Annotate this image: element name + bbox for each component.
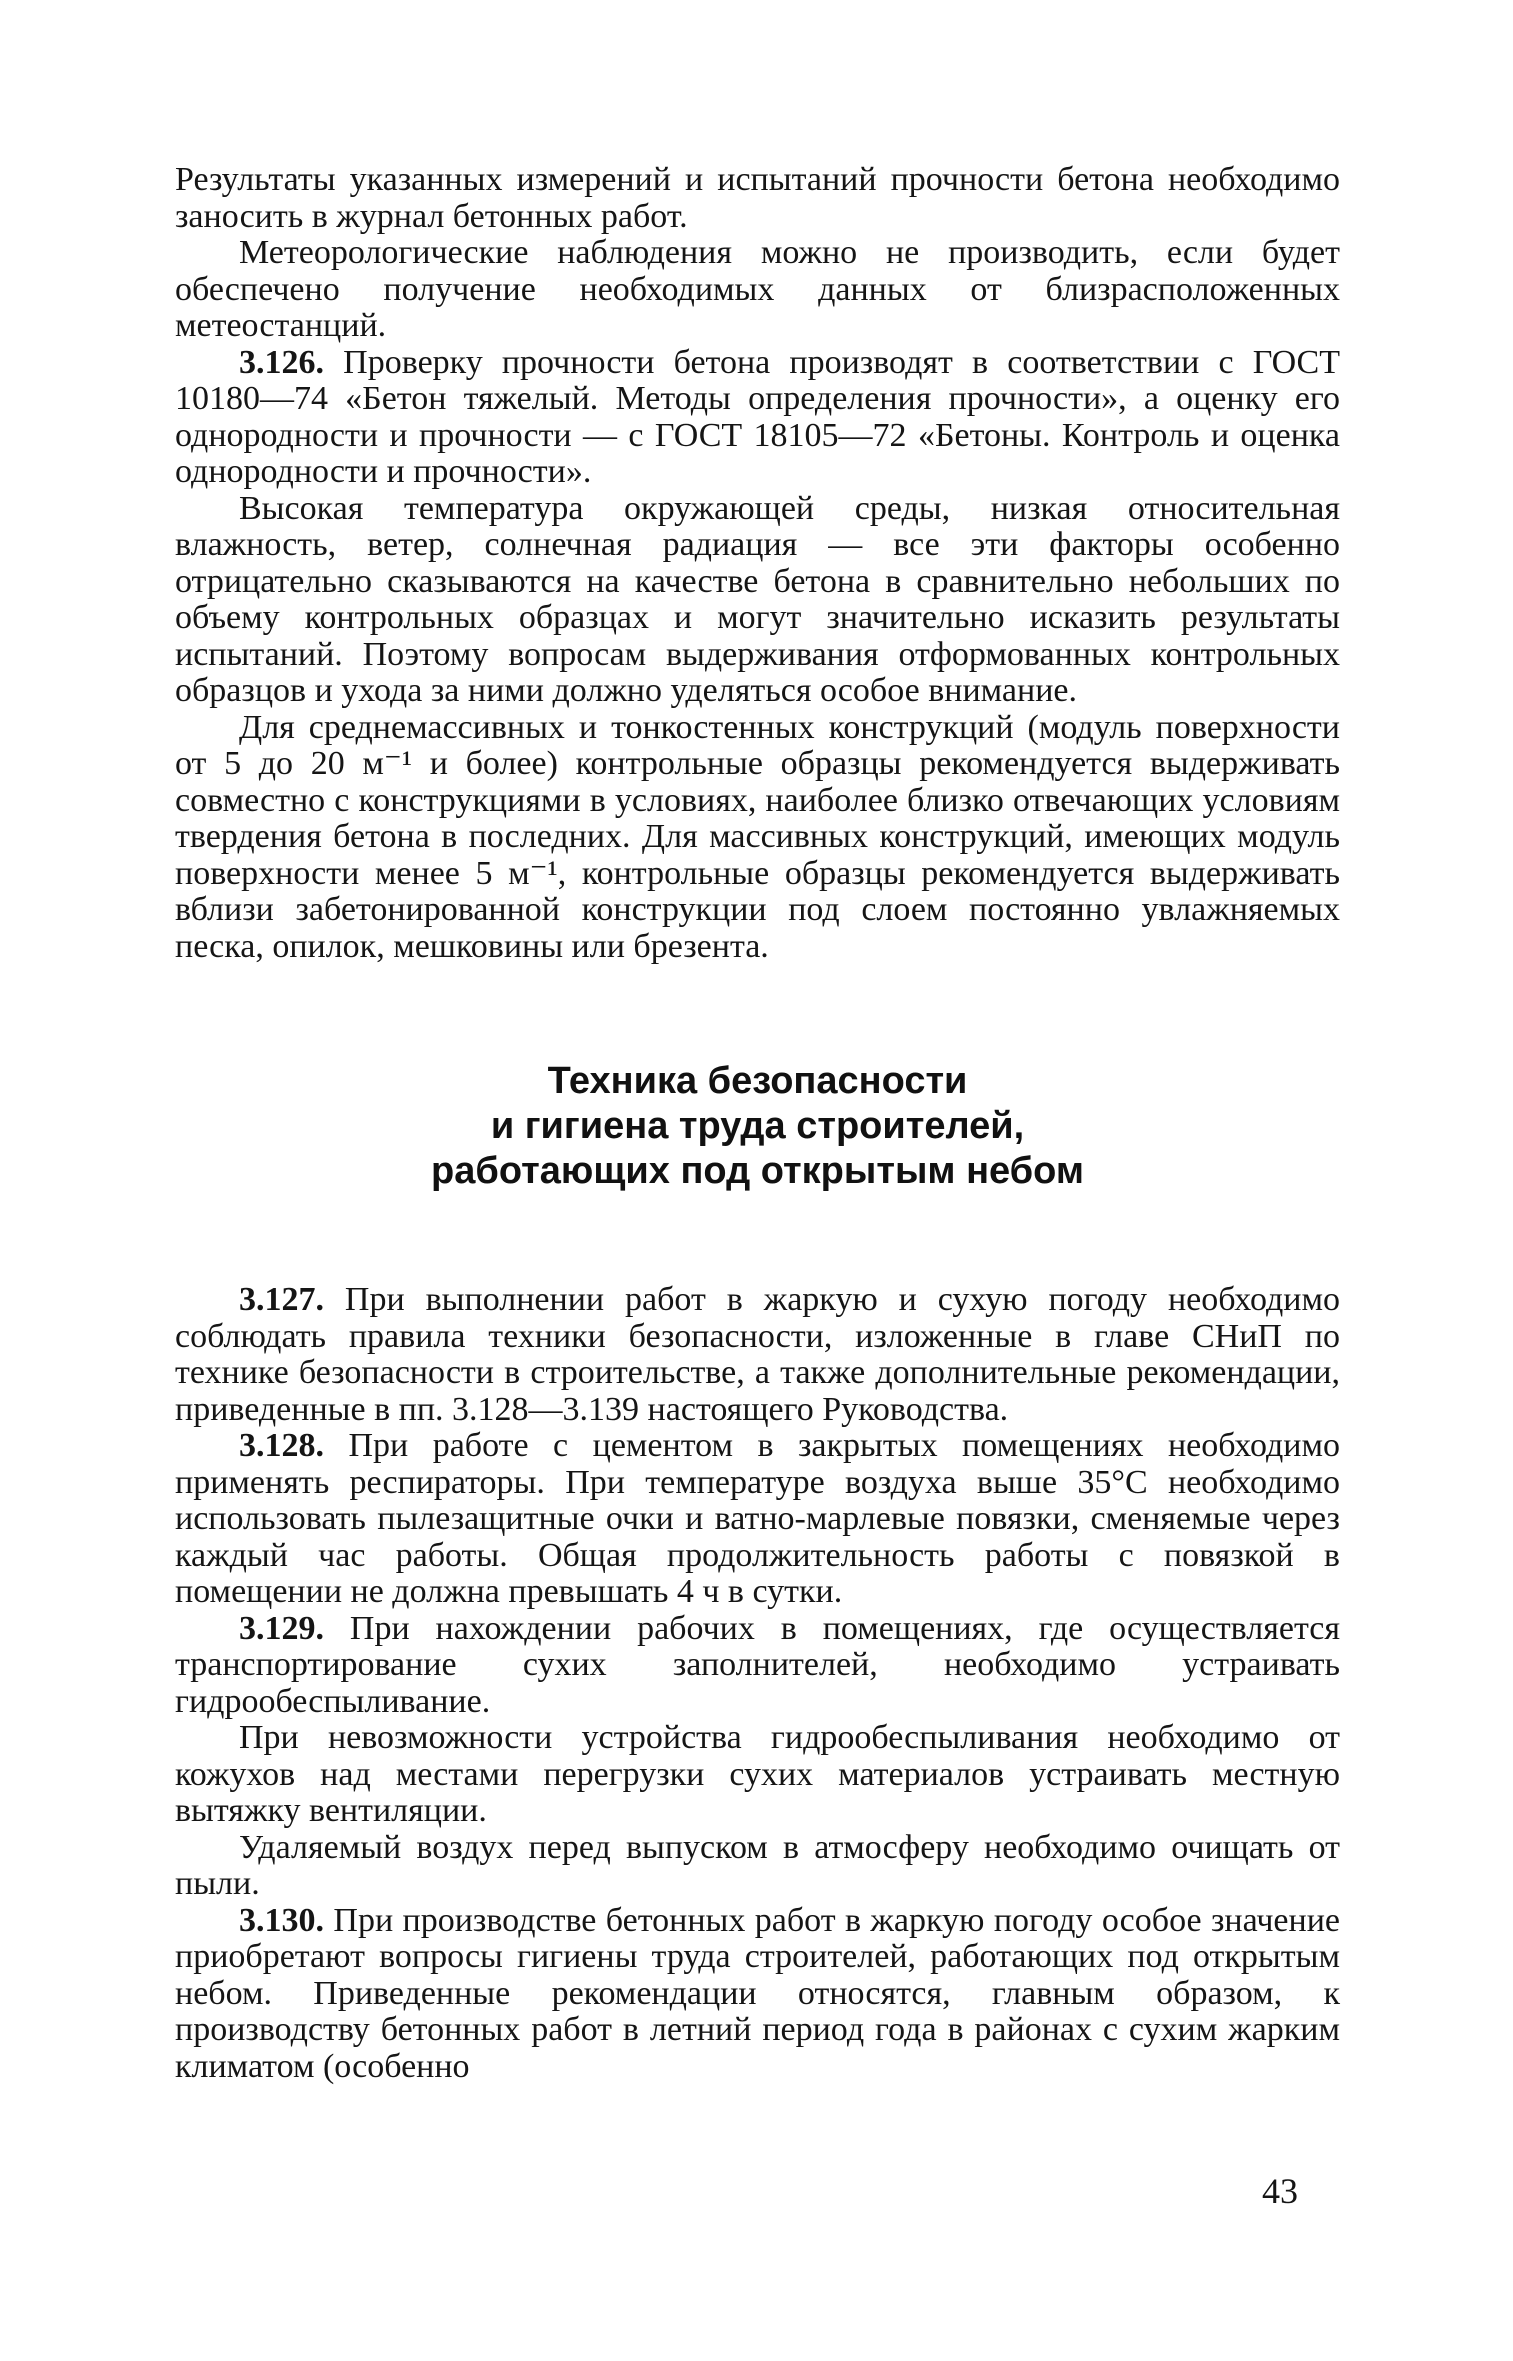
heading-line: работающих под открытым небом [431, 1150, 1084, 1192]
paragraph-text: При невозможности устройства гидрообеспыливания необходимо от кожухов над местами перегрузки сухих материалов устраивать местную вытяжку вентиляции. [175, 1719, 1340, 1829]
paragraph-text: Высокая температура окружающей среды, низкая относительная влажность, ветер, солнечная радиация — все эти факторы особенно отрицательно сказываются на качестве бетона в сравнительно небольших по объему контрольных образцах и могут значительно исказить результаты испытаний. Поэтому вопросам выдерживания отформованных контрольных образцов и ухода за ними должно уделяться особое внимание. [175, 489, 1340, 709]
paragraph [175, 1611, 1340, 1721]
paragraph [175, 345, 1340, 491]
paragraph [175, 162, 1340, 235]
clause-number: 3.129. [239, 1609, 324, 1647]
paragraph-text: Результаты указанных измерений и испытаний прочности бетона необходимо заносить в журнал бетонных работ. [175, 161, 1340, 235]
heading-line: Техника безопасности [547, 1060, 968, 1102]
paragraph-text: Проверку прочности бетона производят в соответствии с ГОСТ 10180—74 «Бетон тяжелый. Методы определения прочности», а оценку его однородности и прочности — с ГОСТ 18105—72 «Бетоны. Контроль и оценка однородности и прочности». [175, 343, 1340, 490]
paragraph [175, 1428, 1340, 1611]
page-number: 43 [1262, 2171, 1298, 2211]
top-section [175, 162, 1340, 965]
clause-number: 3.127. [239, 1281, 324, 1318]
clause-number: 3.128. [239, 1427, 324, 1464]
paragraph [175, 491, 1340, 710]
paragraph-text: При производстве бетонных работ в жаркую погоду особое значение приобретают вопросы гигиены труда строителей, работающих под открытым небом. Приведенные рекомендации относятся, главным образом, к производству бетонных работ в летний период года в районах с сухим жарким климатом (особенно [175, 1901, 1340, 2085]
paragraph-text: При работе с цементом в закрытых помещениях необходимо применять респираторы. При температуре воздуха выше 35°С необходимо использовать пылезащитные очки и ватно-марлевые повязки, сменяемые через каждый час работы. Общая продолжительность работы с повязкой в помещении не должна превышать 4 ч в сутки. [175, 1427, 1340, 1610]
paragraph [175, 1720, 1340, 1830]
paragraph-text: Удаляемый воздух перед выпуском в атмосферу необходимо очищать от пыли. [175, 1828, 1340, 1902]
paragraph-text: Метеорологические наблюдения можно не производить, если будет обеспечено получение необходимых данных от близрасположенных метеостанций. [175, 234, 1340, 344]
paragraph [175, 1282, 1340, 1428]
document-page [175, 162, 1340, 2085]
paragraph-text: Для среднемассивных и тонкостенных конструкций (модуль поверхности от 5 до 20 м⁻¹ и более) контрольные образцы рекомендуется выдерживать совместно с конструкциями в условиях, наиболее близко отвечающих условиям твердения бетона в последних. Для массивных конструкций, имеющих модуль поверхности менее 5 м⁻¹, контрольные образцы рекомендуется выдерживать вблизи забетонированной конструкции под слоем постоянно увлажняемых песка, опилок, мешковины или брезента. [175, 708, 1340, 965]
heading-line: и гигиена труда строителей, [490, 1105, 1025, 1147]
section-heading [175, 1059, 1340, 1194]
clause-number: 3.126. [239, 343, 324, 381]
bottom-section [175, 1282, 1340, 2085]
paragraph [175, 1830, 1340, 1903]
paragraph-text: При нахождении рабочих в помещениях, где осуществляется транспортирование сухих заполнителей, необходимо устраивать гидрообеспыливание. [175, 1609, 1340, 1720]
clause-number: 3.130. [239, 1901, 324, 1939]
paragraph [175, 235, 1340, 345]
paragraph [175, 1903, 1340, 2086]
paragraph [175, 710, 1340, 966]
paragraph-text: При выполнении работ в жаркую и сухую погоду необходимо соблюдать правила техники безопасности, изложенные в главе СНиП по технике безопасности в строительстве, а также дополнительные рекомендации, приведенные в пп. 3.128—3.139 настоящего Руководства. [175, 1281, 1340, 1428]
